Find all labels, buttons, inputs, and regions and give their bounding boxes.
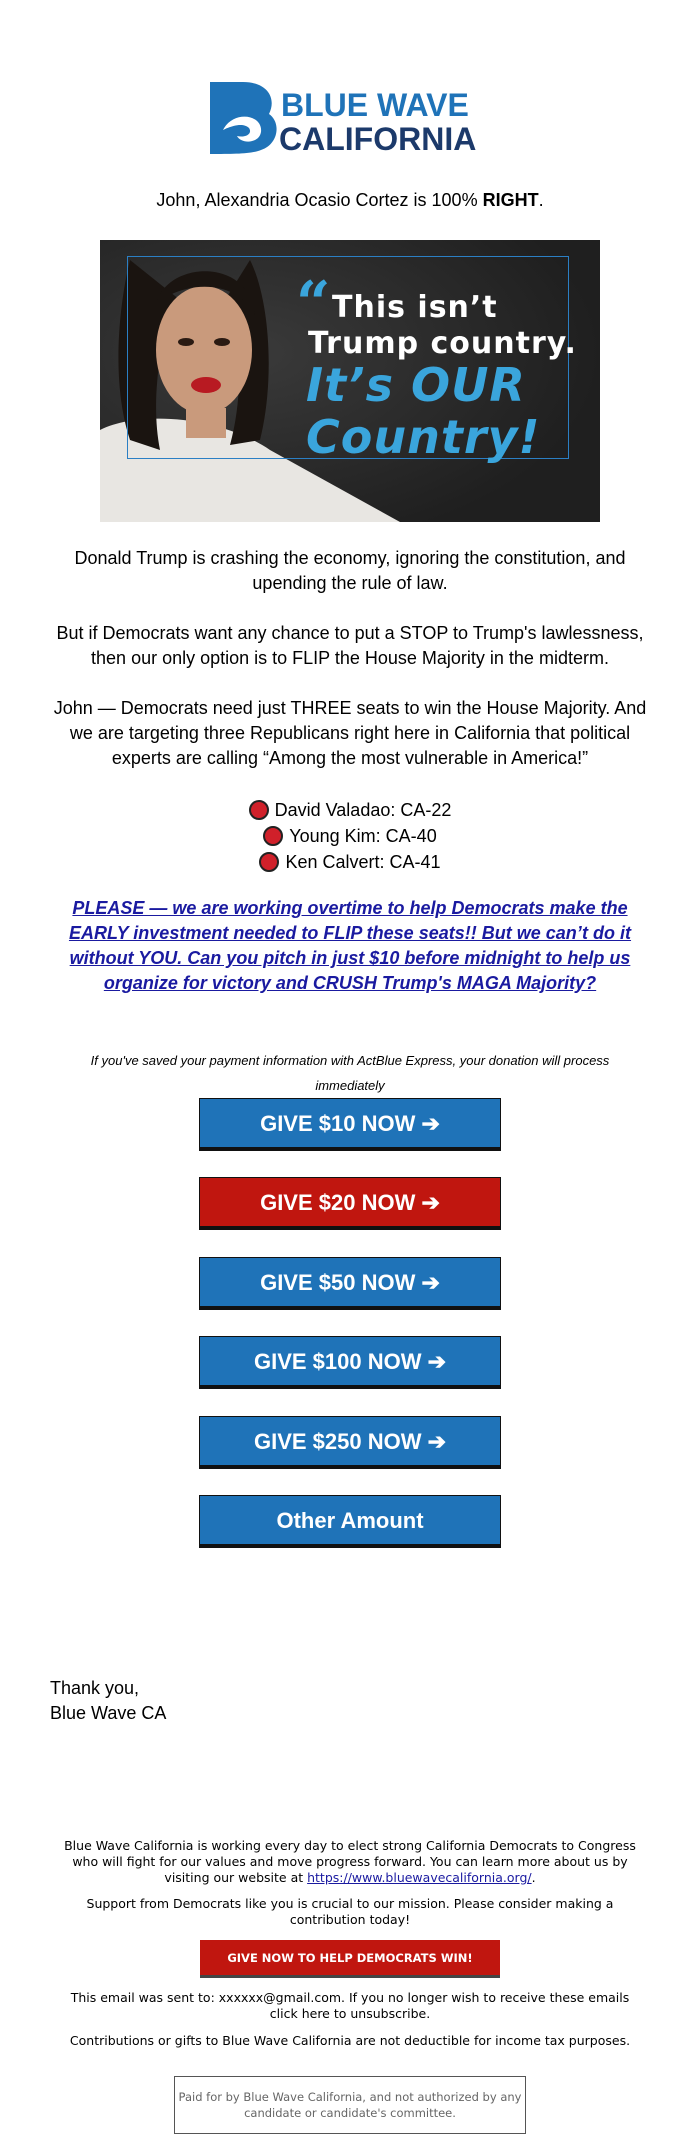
footer-unsubscribe[interactable]: This email was sent to: xxxxxx@gmail.com. If you no longer wish to receive these emails click here to unsubscribe. <box>70 1990 630 2021</box>
target-list <box>0 797 700 875</box>
body-paragraph-2: But if Democrats want any chance to put a STOP to Trump's lawlessness, then our only option is to FLIP the House Majority in the midterm. <box>56 623 644 668</box>
hero-line-3: It’s OUR <box>306 358 526 412</box>
website-link[interactable]: https://www.bluewavecalifornia.org/ <box>307 1870 532 1885</box>
footer-about-text: Blue Wave California is working every day to elect strong California Democrats to Congress who will fight for our values and move progress forward. You can learn more about us by visiting our website at <box>64 1838 636 1885</box>
give-50-button[interactable]: GIVE $50 NOW ➔ <box>199 1257 501 1310</box>
actblue-express-note: If you've saved your payment information with ActBlue Express, your donation will process immediately <box>90 1053 610 1093</box>
signoff-line-1: Thank you, <box>50 1678 140 1698</box>
blue-wave-logo <box>0 80 700 155</box>
target-label: Ken Calvert: CA-41 <box>285 852 441 872</box>
red-circle-icon <box>249 800 269 820</box>
hero-image <box>100 240 600 522</box>
footer-about <box>55 1838 645 1886</box>
body-paragraph-3: John — Democrats need just THREE seats to win the House Majority. And we are targeting three Republicans right here in California that political experts are calling “Among the most vulnerable in America!” <box>53 698 647 768</box>
paid-for-disclaimer: Paid for by Blue Wave California, and not authorized by any candidate or candidate's committee. <box>174 2076 526 2134</box>
other-amount-button[interactable]: Other Amount <box>199 1495 501 1548</box>
footer-tax-note: Contributions or gifts to Blue Wave California are not deductible for income tax purposes. <box>69 2033 631 2048</box>
target-item <box>0 797 700 823</box>
hero-line-4: Country! <box>306 410 541 464</box>
greeting-suffix: . <box>538 190 544 210</box>
quote-mark-icon: “ <box>296 269 331 339</box>
wave-logo-icon <box>205 80 495 155</box>
logo-line1: BLUE WAVE <box>281 87 469 123</box>
give-now-footer-button[interactable]: GIVE NOW TO HELP DEMOCRATS WIN! <box>200 1940 500 1978</box>
red-circle-icon <box>263 826 283 846</box>
greeting-prefix: John, Alexandria Ocasio Cortez is 100% <box>156 190 483 210</box>
appeal-link[interactable]: PLEASE — we are working overtime to help Democrats make the EARLY investment needed to FLIP these seats!! But we can’t do it without YOU. Can you pitch in just $10 before midnight to help us organize for victory and CRUSH Trump's MAGA Majority? <box>68 898 632 993</box>
signoff <box>50 1676 166 1726</box>
give-100-button[interactable]: GIVE $100 NOW ➔ <box>199 1336 501 1389</box>
give-20-button[interactable]: GIVE $20 NOW ➔ <box>199 1177 501 1230</box>
red-circle-icon <box>259 852 279 872</box>
target-item <box>0 823 700 849</box>
give-10-button[interactable]: GIVE $10 NOW ➔ <box>199 1098 501 1151</box>
hero-line-2: Trump country. <box>308 326 577 361</box>
target-label: David Valadao: CA-22 <box>274 800 452 820</box>
give-250-button[interactable]: GIVE $250 NOW ➔ <box>199 1416 501 1469</box>
footer-about-end: . <box>531 1870 536 1885</box>
hero-line-1: This isn’t <box>332 290 498 325</box>
target-item <box>0 849 700 875</box>
greeting <box>0 190 700 211</box>
footer-support: Support from Democrats like you is crucial to our mission. Please consider making a contribution today! <box>86 1896 614 1927</box>
body-paragraph-1: Donald Trump is crashing the economy, ignoring the constitution, and upending the rule of law. <box>74 548 626 593</box>
target-label: Young Kim: CA-40 <box>289 826 437 846</box>
signoff-line-2: Blue Wave CA <box>50 1703 167 1723</box>
greeting-emphasis: RIGHT <box>482 190 539 210</box>
logo-line2: CALIFORNIA <box>279 121 477 155</box>
